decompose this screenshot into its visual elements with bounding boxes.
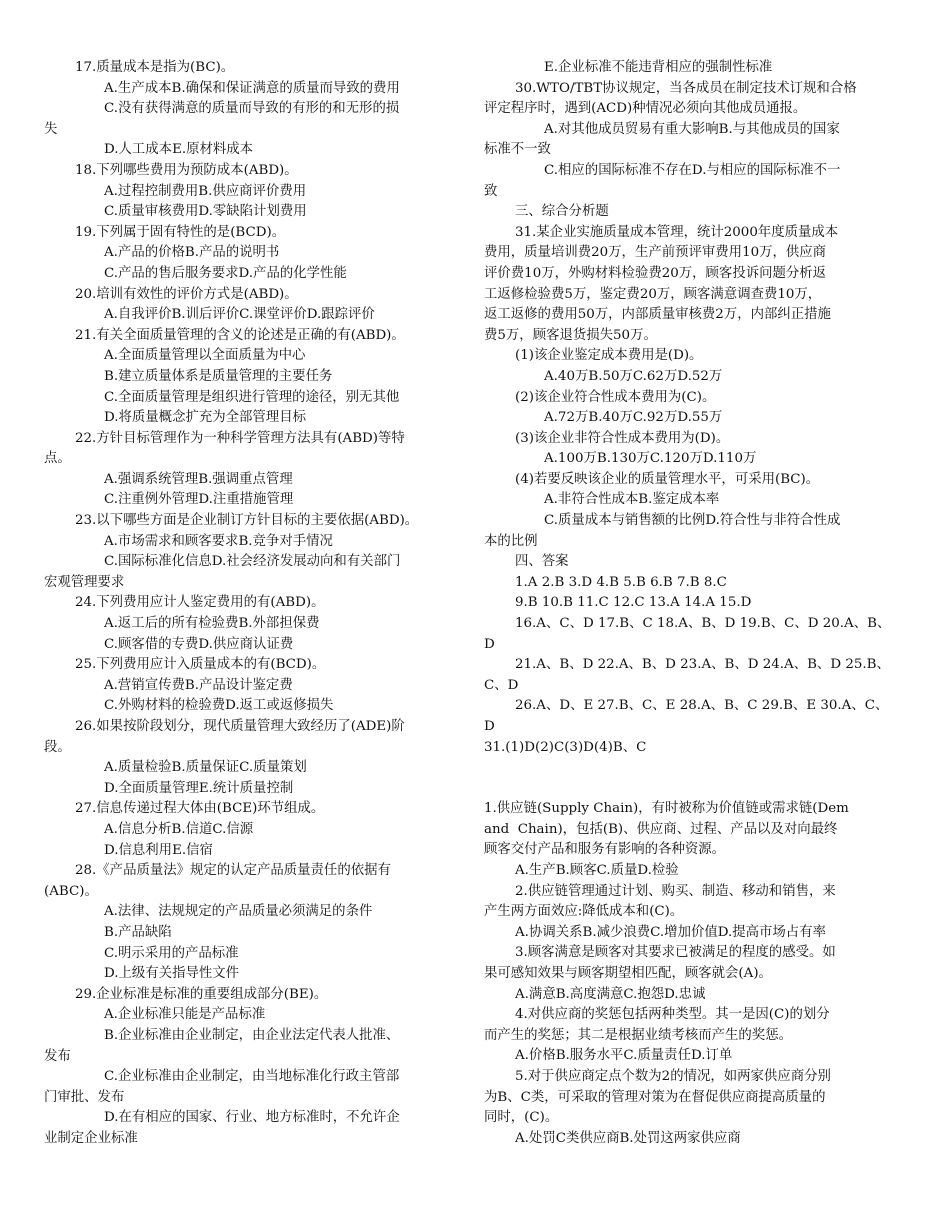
left-text-line: 17.质量成本是指为(BC)。 (75, 60, 235, 75)
left-text-line: D.将质量概念扩充为全部管理目标 (104, 410, 306, 426)
left-text-line: A.法律、法规规定的产品质量必须满足的条件 (104, 904, 373, 920)
left-text-line: C.企业标准由企业制定，由当地标准化行政主管部 (104, 1069, 400, 1085)
right-bottom-text-line: A.处罚C类供应商B.处罚这两家供应商 (515, 1130, 741, 1146)
right-top-text-line: 21.A、B、D 22.A、B、D 23.A、B、D 24.A、B、D 25.B、 (515, 657, 890, 673)
left-text-line: 19.下列属于固有特性的是(BCD)。 (75, 224, 286, 240)
left-text-line: 28.《产品质量法》规定的认定产品质量责任的依据有 (75, 863, 391, 879)
right-top-text-line: A.100万B.130万C.120万D.110万 (544, 451, 757, 467)
left-text-line: A.自我评价B.训后评价C.课堂评价D.跟踪评价 (104, 307, 375, 323)
right-column (484, 58, 894, 1149)
right-top-text-line: 26.A、D、E 27.B、C、E 28.A、B、C 29.B、E 30.A、C、 (515, 698, 889, 714)
right-bottom-text-line: 2.供应链管理通过计划、购买、制造、移动和销售，来 (515, 883, 836, 899)
left-text-line: 业制定企业标准 (44, 1130, 138, 1146)
left-text-line: A.返工后的所有检验费B.外部担保费 (104, 616, 320, 632)
left-text-line: C.产品的售后服务要求D.产品的化学性能 (104, 265, 347, 281)
left-text-line: 20.培训有效性的评价方式是(ABD)。 (75, 286, 298, 302)
right-bottom-text-line: 果可感知效果与顾客期望相匹配，顾客就会(A)。 (484, 965, 772, 981)
right-top-text-line: 30.WTO/TBT协议规定，当各成员在制定技术订规和合格 (515, 80, 857, 96)
right-top-text-line: D (484, 719, 495, 734)
right-top-text-line: 返工返修的费用50万，内部质量审核费2万，内部纠正措施 (484, 307, 831, 323)
left-text-line: C.顾客借的专费D.供应商认证费 (104, 636, 294, 652)
right-bottom-text-line: and Chain)，包括(B)、供应商、过程、产品以及对向最终 (484, 821, 838, 837)
right-top-text-line: A.非符合性成本B.鉴定成本率 (544, 492, 720, 508)
left-text-line: C.国际标准化信息D.社会经济发展动向和有关部门 (104, 554, 401, 570)
left-text-line: A.质量检验B.质量保证C.质量策划 (104, 760, 307, 776)
right-top-text-line: 31.(1)D(2)C(3)D(4)B、C (484, 739, 647, 755)
left-text-line: A.生产成本B.确保和保证满意的质量而导致的费用 (104, 80, 400, 96)
left-text-line: 27.信息传递过程大体由(BCE)环节组成。 (75, 801, 325, 817)
left-text-line: C.没有获得满意的质量而导致的有形的和无形的损 (104, 101, 400, 117)
left-text-line: A.产品的价格B.产品的说明书 (104, 245, 280, 261)
left-text-line: A.强调系统管理B.强调重点管理 (104, 471, 293, 487)
right-bottom-text-line: 为B、C类，可采取的管理对策为在督促供应商提高质量的 (484, 1089, 826, 1105)
right-top-text-line: C.质量成本与销售额的比例D.符合性与非符合性成 (544, 513, 841, 529)
right-top-text-line: (4)若要反映该企业的质量管理水平，可采用(BC)。 (515, 471, 820, 487)
right-top-text-line: A.40万B.50万C.62万D.52万 (544, 368, 723, 384)
right-bottom-text-line: 1.供应链(Supply Chain)，有时被称为价值链或需求链(Dem (484, 801, 849, 817)
right-top-text-line: 致 (484, 183, 498, 199)
right-top-text-line: C、D (484, 677, 519, 693)
right-bottom-text-line: A.生产B.顾客C.质量D.检验 (515, 862, 679, 878)
left-text-line: A.营销宣传费B.产品设计鉴定费 (104, 677, 293, 693)
left-text-line: 宏观管理要求 (44, 574, 125, 590)
left-text-line: 门审批、发布 (44, 1089, 125, 1105)
right-bottom-text-line: 同时，(C)。 (484, 1110, 559, 1126)
right-top-text-line: D (484, 636, 495, 652)
right-top-text-line: 评定程序时，遇到(ACD)种情况必须向其他成员通报。 (484, 101, 807, 117)
left-text-line: 25.下列费用应计入质量成本的有(BCD)。 (75, 657, 326, 673)
right-top-text-line: 四、答案 (515, 554, 569, 570)
right-top-block (484, 58, 894, 758)
left-text-line: 点。 (44, 451, 71, 467)
right-top-text-line: 31.某企业实施质量成本管理，统计2000年度质量成本 (515, 224, 839, 240)
left-text-line: C.明示采用的产品标准 (104, 945, 239, 961)
section-gap (484, 758, 894, 799)
left-text-line: D.全面质量管理E.统计质量控制 (104, 780, 294, 796)
left-text-line: C.全面质量管理是组织进行管理的途径，别无其他 (104, 389, 400, 405)
right-bottom-text-line: A.价格B.服务水平C.质量责任D.订单 (515, 1048, 733, 1064)
right-bottom-text-line: 3.顾客满意是顾客对其要求已被满足的程度的感受。如 (515, 945, 836, 961)
right-bottom-text-line: A.满意B.高度满意C.抱怨D.忠诚 (515, 986, 706, 1002)
right-bottom-text-line: 5.对于供应商定点个数为2的情况，如两家供应商分别 (515, 1068, 831, 1084)
right-top-text-line: 本的比例 (484, 533, 538, 549)
left-text-line: D.信息利用E.信宿 (104, 842, 213, 858)
right-top-text-line: E.企业标准不能违背相应的强制性标准 (544, 60, 773, 75)
left-text-line: D.人工成本E.原材料成本 (104, 142, 254, 158)
left-text-line: C.注重例外管理D.注重措施管理 (104, 492, 294, 508)
left-text-line: A.全面质量管理以全面质量为中心 (104, 348, 306, 364)
right-top-text-line: (3)该企业非符合性成本费用为(D)。 (515, 430, 730, 446)
left-text-line: 22.方针目标管理作为一种科学管理方法具有(ABD)等特 (75, 430, 405, 446)
right-top-text-line: A.72万B.40万C.92万D.55万 (544, 410, 723, 426)
left-text-line: A.企业标准只能是产品标准 (104, 1007, 266, 1023)
left-text-line: B.产品缺陷 (104, 924, 172, 940)
right-top-text-line: C.相应的国际标准不存在D.与相应的国际标准不一 (544, 162, 841, 178)
right-bottom-text-line: 4.对供应商的奖惩包括两种类型。其一是因(C)的划分 (515, 1007, 830, 1023)
right-top-text-line: 1.A 2.B 3.D 4.B 5.B 6.B 7.B 8.C (515, 574, 727, 590)
right-bottom-block (484, 799, 894, 1149)
left-text-line: D.在有相应的国家、行业、地方标准时，不允许企 (104, 1110, 400, 1126)
right-top-text-line: 16.A、C、D 17.B、C 18.A、B、D 19.B、C、D 20.A、B、 (515, 616, 891, 632)
left-text-line: A.市场需求和顾客要求B.竞争对手情况 (104, 533, 333, 549)
right-bottom-text-line: 顾客交付产品和服务有影响的各种资源。 (484, 842, 726, 858)
left-text-line: (ABC)。 (44, 883, 98, 899)
right-top-text-line: 工返修检验费5万，鉴定费20万，顾客满意调查费10万， (484, 286, 822, 302)
left-text-line: 29.企业标准是标准的重要组成部分(BE)。 (75, 986, 328, 1002)
right-top-text-line: 评价费10万，外购材料检验费20万，顾客投诉问题分析返 (484, 265, 827, 281)
right-top-text-line: 三、综合分析题 (515, 204, 609, 220)
left-column (44, 58, 448, 1149)
right-top-text-line: 9.B 10.B 11.C 12.C 13.A 14.A 15.D (515, 595, 752, 611)
left-text-line: 21.有关全面质量管理的含义的论述是正确的有(ABD)。 (75, 327, 405, 343)
right-top-text-line: A.对其他成员贸易有重大影响B.与其他成员的国家 (544, 121, 840, 137)
right-bottom-text-line: 而产生的奖惩；其二是根据业绩考核而产生的奖惩。 (484, 1027, 792, 1043)
left-text-line: 26.如果按阶段划分，现代质量管理大致经历了(ADE)阶 (75, 719, 405, 734)
left-text-line: 段。 (44, 739, 71, 755)
left-text-line: C.外购材料的检验费D.返工或返修损失 (104, 698, 334, 714)
right-bottom-text-line: A.协调关系B.减少浪费C.增加价值D.提高市场占有率 (515, 924, 826, 940)
right-top-text-line: 费5万，顾客退货损失50万。 (484, 327, 657, 343)
left-text-line: 发布 (44, 1048, 71, 1064)
left-text-line: 18.下列哪些费用为预防成本(ABD)。 (75, 162, 298, 178)
right-top-text-line: (1)该企业鉴定成本费用是(D)。 (515, 348, 703, 364)
left-text-line: 失 (44, 121, 58, 137)
right-bottom-text-line: 产生两方面效应:降低成本和(C)。 (484, 904, 684, 920)
left-text-line: A.过程控制费用B.供应商评价费用 (104, 183, 307, 199)
left-text-line: B.建立质量体系是质量管理的主要任务 (104, 368, 333, 384)
left-text-line: 24.下列费用应计人鉴定费用的有(ABD)。 (75, 595, 325, 611)
right-top-text-line: 标准不一致 (484, 142, 551, 158)
right-top-text-line: (2)该企业符合性成本费用为(C)。 (515, 389, 716, 405)
left-text-line: A.信息分析B.信道C.信源 (104, 821, 254, 837)
left-text-line: C.质量审核费用D.零缺陷计划费用 (104, 204, 307, 220)
left-text-line: D.上级有关指导性文件 (104, 966, 240, 982)
left-text-line: 23.以下哪些方面是企业制订方针目标的主要依据(ABD)。 (75, 513, 419, 529)
left-text-line: B.企业标准由企业制定，由企业法定代表人批准、 (104, 1027, 400, 1043)
right-top-text-line: 费用，质量培训费20万，生产前预评审费用10万，供应商 (484, 245, 827, 261)
